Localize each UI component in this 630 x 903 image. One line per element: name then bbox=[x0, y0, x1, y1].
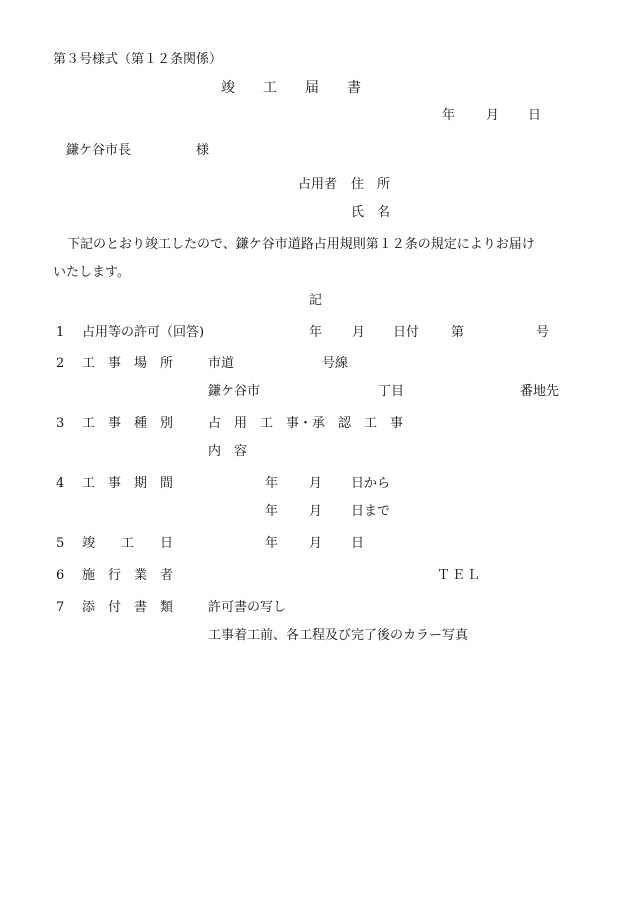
item-4-month-1: 月 bbox=[309, 476, 323, 491]
form-label: 第３号様式（第１２条関係） bbox=[53, 52, 223, 67]
item-2-city: 鎌ケ谷市 bbox=[208, 384, 261, 399]
item-1-date-suffix: 日付 bbox=[393, 325, 420, 340]
addressee-name: 鎌ケ谷市長 bbox=[66, 143, 132, 158]
item-2-label: 工 事 場 所 bbox=[82, 356, 174, 371]
item-1-label: 占用等の許可（回答) bbox=[82, 325, 205, 340]
applicant-name-label: 氏 名 bbox=[351, 205, 391, 220]
item-2-route: 号線 bbox=[322, 356, 349, 371]
item-4-number: 4 bbox=[56, 476, 65, 491]
item-3-number: 3 bbox=[56, 416, 65, 431]
item-6-label: 施 行 業 者 bbox=[82, 568, 174, 583]
item-5-day: 日 bbox=[351, 536, 365, 551]
date-day-label: 日 bbox=[528, 108, 542, 123]
item-5-year: 年 bbox=[265, 536, 279, 551]
item-3-naiyou: 内 容 bbox=[208, 444, 248, 459]
item-1-year: 年 bbox=[309, 325, 323, 340]
ki-heading: 記 bbox=[309, 293, 323, 308]
item-5-label: 竣 工 日 bbox=[82, 536, 174, 551]
item-6-number: 6 bbox=[56, 568, 65, 583]
date-year-label: 年 bbox=[442, 108, 456, 123]
item-7-doc-2: 工事着工前、各工程及び完了後のカラー写真 bbox=[208, 628, 469, 643]
item-7-label: 添 付 書 類 bbox=[82, 600, 174, 615]
item-3-label: 工 事 種 別 bbox=[82, 416, 174, 431]
item-2-road: 市道 bbox=[208, 356, 235, 371]
item-2-chome: 丁目 bbox=[378, 384, 405, 399]
addressee-honorific: 様 bbox=[196, 143, 210, 158]
applicant-address-label: 住 所 bbox=[351, 177, 391, 192]
item-4-from: 日から bbox=[351, 476, 391, 491]
body-line-2: いたします。 bbox=[53, 265, 130, 280]
date-month-label: 月 bbox=[486, 108, 500, 123]
document-title: 竣 工 届 書 bbox=[221, 80, 361, 96]
item-1-number: 1 bbox=[56, 325, 65, 340]
item-4-year-1: 年 bbox=[265, 476, 279, 491]
item-7-number: 7 bbox=[56, 600, 65, 615]
body-line-1: 下記のとおり竣工したので、鎌ケ谷市道路占用規則第１２条の規定によりお届け bbox=[67, 237, 535, 252]
applicant-label: 占用者 bbox=[298, 177, 338, 192]
item-5-number: 5 bbox=[56, 536, 65, 551]
item-1-dai: 第 bbox=[451, 325, 465, 340]
item-4-year-2: 年 bbox=[265, 504, 279, 519]
item-1-go: 号 bbox=[536, 325, 550, 340]
item-3-types: 占 用 工 事・承 認 工 事 bbox=[208, 416, 404, 431]
item-4-label: 工 事 期 間 bbox=[82, 476, 174, 491]
item-4-month-2: 月 bbox=[309, 504, 323, 519]
item-6-tel: ＴＥＬ bbox=[437, 568, 483, 583]
item-2-banchi: 番地先 bbox=[520, 384, 560, 399]
item-5-month: 月 bbox=[309, 536, 323, 551]
item-2-number: 2 bbox=[56, 356, 65, 371]
item-1-month: 月 bbox=[352, 325, 366, 340]
item-7-doc-1: 許可書の写し bbox=[208, 600, 287, 615]
item-4-until: 日まで bbox=[351, 504, 391, 519]
